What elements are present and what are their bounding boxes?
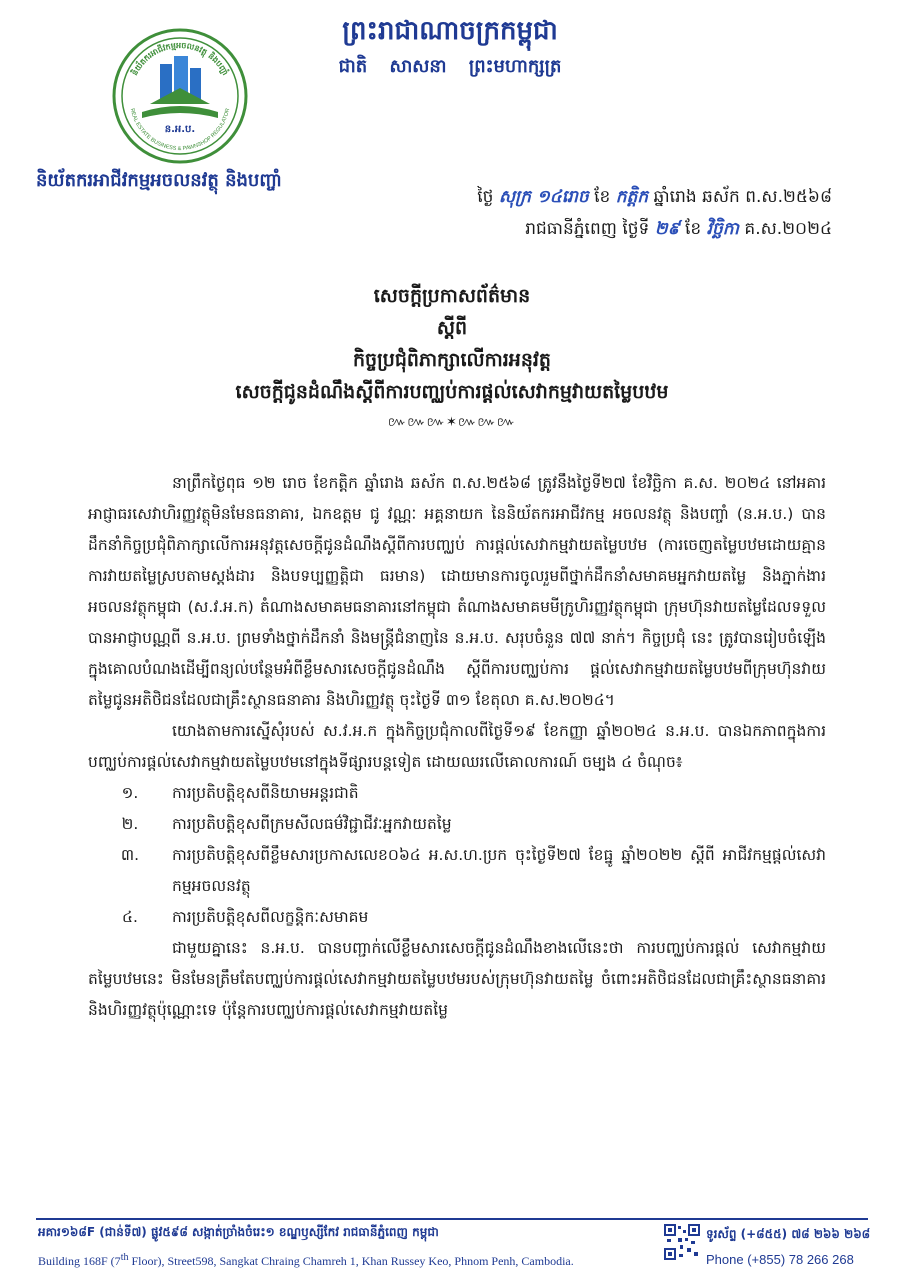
svg-text:REAL ESTATE BUSINESS & PAWNSHO: REAL ESTATE BUSINESS & PAWNSHOP REGULATOR: [128, 107, 232, 152]
list-item-number: ២.: [121, 815, 139, 833]
list-item-text: ការប្រតិបត្តិខុសពីនិយាមអន្តរជាតិ: [172, 784, 359, 802]
motto-nation: ជាតិ: [338, 56, 368, 77]
doc-subject-line2: សេចក្តីជូនដំណឹងស្តីពីការបញ្ឈប់ការផ្តល់សេវាកម្មវាយតម្លៃបឋម: [235, 381, 669, 403]
address-en-superscript: th: [120, 1252, 129, 1263]
lunar-month-handwritten: កត្តិក: [615, 187, 649, 207]
footer-phone-khmer: ទូរស័ព្ទ (+៨៥៥) ៧៨ ២៦៦ ២៦៨: [706, 1227, 871, 1241]
title-ornament: ៚៚៚✶៚៚៚: [387, 415, 517, 430]
list-item-text: ការប្រតិបត្តិខុសពីលក្ខន្តិកៈសមាគម: [172, 908, 369, 926]
lunar-date: [477, 186, 832, 211]
lunar-date-handwritten: សុក្រ ១៤រោច: [498, 187, 589, 207]
solar-date-month-label: ខែ: [685, 219, 702, 239]
lunar-date-month-label: ខែ: [594, 187, 611, 207]
list-item-number: ១.: [121, 784, 139, 802]
list-item: [88, 902, 826, 933]
national-motto: [330, 54, 570, 81]
list-item-text: ការប្រតិបត្តិខុសពីខ្លឹមសារប្រកាសលេខ០៦៤ អ.ស.ហ.ប្រក ចុះថ្ងៃទី២៧ ខែធ្នូ ឆ្នាំ២០២២ ស្តីពី អាជីវកម្មផ្តល់សេវាកម្មអចលនវត្ថុ: [172, 846, 826, 895]
paragraph-1: នាព្រឹកថ្ងៃពុធ ១២ រោច ខែកត្តិក ឆ្នាំរោង ឆស័ក ព.ស.២៥៦៨ ត្រូវនឹងថ្ងៃទី២៧ ខែវិច្ឆិកា គ.ស. ២០២៤ នៅអគារអាជ្ញាធរសេវាហិរញ្ញវត្ថុមិនមែនធនាគារ, ឯកឧត្តម ជូ វណ្ណៈ អគ្គនាយក នៃនិយ័តករអាជីវកម្ម អចលនវត្ថុ និងបញ្ចាំ (ន.អ.ប.) បានដឹកនាំកិច្ចប្រជុំពិភាក្សាលើការអនុវត្តសេចក្តីជូនដំណឹងស្តីពីការបញ្ឈប់ ការផ្តល់សេវាកម្មវាយតម្លៃបឋម (ការចេញតម្លៃបឋមដោយគ្មានការវាយតម្លៃស្របតាមស្តង់ដារ និងបទប្បញ្ញត្តិជា ធរមាន) ដោយមានការចូលរួមពីថ្នាក់ដឹកនាំសមាគមអ្នកវាយតម្លៃ និងភ្នាក់ងារអចលនវត្ថុកម្ពុជា (ស.វ.អ.ក) តំណាងសមាគមធនាគារនៅកម្ពុជា តំណាងសមាគមមីក្រូហិរញ្ញវត្ថុកម្ពុជា ក្រុមហ៊ុនវាយតម្លៃដែលទទួល បានអាជ្ញាបណ្ណពី ន.អ.ប. ព្រមទាំងថ្នាក់ដឹកនាំ និងមន្ត្រីជំនាញនៃ ន.អ.ប. សរុបចំនួន ៧៧ នាក់។ កិច្ចប្រជុំ នេះ ត្រូវបានរៀបចំឡើងក្នុងគោលបំណងដើម្បីពន្យល់បន្ថែមអំពីខ្លឹមសារសេចក្តីជូនដំណឹង ស្តីពីការបញ្ឈប់ការ ផ្តល់សេវាកម្មវាយតម្លៃបឋមពីក្រុមហ៊ុនវាយតម្លៃជូនអតិថិជនដែលជាគ្រឹះស្ថានធនាគារ និងហិរញ្ញវត្ថុ ចុះថ្ងៃទី ៣១ ខែតុលា គ.ស.២០២៤។: [88, 474, 826, 709]
motto-king: ព្រះមហាក្សត្រ: [468, 56, 562, 77]
document-body: [88, 468, 826, 1026]
doc-title: សេចក្តីប្រកាសព័ត៌មាន: [373, 285, 531, 307]
list-item-number: ៣.: [120, 846, 140, 864]
regulator-name: និយ័តករអាជីវកម្មអចលនវត្ថុ និងបញ្ចាំ: [36, 170, 282, 191]
doc-title-about: ស្តីពី: [436, 317, 468, 339]
solar-date-suffix: គ.ស.២០២៤: [744, 219, 832, 239]
list-item: [88, 840, 826, 902]
address-en-rest: Floor), Street598, Sangkat Chraing Chamreh 1, Khan Russey Keo, Phnom Penh, Cambodia.: [128, 1254, 574, 1268]
kingdom-heading: ព្រះរាជាណាចក្រកម្ពុជា: [342, 16, 558, 46]
paragraph-2: យោងតាមការស្នើសុំរបស់ ស.វ.អ.ក ក្នុងកិច្ចប្រជុំកាលពីថ្ងៃទី១៩ ខែកញ្ញា ឆ្នាំ២០២៤ ន.អ.ប. បានឯកភាពក្នុងការបញ្ឈប់ការផ្តល់សេវាកម្មវាយតម្លៃបឋមនៅក្នុងទីផ្សារបន្តទៀត ដោយឈរលើគោលការណ៍ ចម្បង ៤ ចំណុច៖: [88, 722, 826, 771]
footer-address-english: [38, 1252, 574, 1269]
list-item: [88, 809, 826, 840]
solar-day-handwritten: ២៩: [654, 219, 680, 239]
doc-subject-line1: កិច្ចប្រជុំពិភាក្សាលើការអនុវត្ត: [353, 349, 551, 371]
solar-month-handwritten: វិច្ឆិកា: [706, 219, 739, 239]
paragraph-3: ជាមួយគ្នានេះ ន.អ.ប. បានបញ្ជាក់លើខ្លឹមសារសេចក្តីជូនដំណឹងខាងលើនេះថា ការបញ្ឈប់ការផ្តល់ សេវាកម្មវាយតម្លៃបឋមនេះ មិនមែនត្រឹមតែបញ្ឈប់ការផ្តល់សេវាកម្មវាយតម្លៃបឋមរបស់ក្រុមហ៊ុនវាយតម្លៃ ចំពោះអតិថិជនដែលជាគ្រឹះស្ថានធនាគារ និងហិរញ្ញវត្ថុប៉ុណ្ណោះទេ ប៉ុន្តែការបញ្ឈប់ការផ្តល់សេវាកម្មវាយតម្លៃ: [88, 939, 826, 1019]
solar-date-prefix: រាជធានីភ្នំពេញ ថ្ងៃទី: [525, 219, 650, 239]
list-item-number: ៤.: [122, 908, 138, 926]
lunar-date-suffix: ឆ្នាំរោង ឆស័ក ព.ស.២៥៦៨: [653, 187, 832, 207]
footer-address-khmer: អគារ១៦៨F (ជាន់ទី៧) ផ្លូវ៥៩៨ សង្កាត់ច្រាំងចំរេះ១ ខណ្ឌឫស្សីកែវ រាជធានីភ្នំពេញ កម្ពុជា: [38, 1225, 439, 1239]
solar-date: [525, 218, 832, 243]
svg-text:ន.អ.ប.: ន.អ.ប.: [164, 124, 196, 135]
motto-religion: សាសនា: [389, 56, 447, 77]
list-item-text: ការប្រតិបត្តិខុសពីក្រមសីលធម៌វិជ្ជាជីវៈអ្នកវាយតម្លៃ: [172, 815, 452, 833]
qr-code-icon: [664, 1224, 700, 1260]
svg-text:និយ័តករអាជីវកម្មអចលនវត្ថុ និងប: និយ័តករអាជីវកម្មអចលនវត្ថុ និងបញ្ចាំ: [130, 40, 230, 77]
footer-divider: [36, 1218, 868, 1220]
lunar-date-prefix: ថ្ងៃ: [477, 187, 494, 207]
footer-phone-english: Phone (+855) 78 266 268: [706, 1252, 854, 1267]
list-item: [88, 778, 826, 809]
regulator-logo: [110, 26, 250, 166]
address-en-part: Building 168F (7: [38, 1254, 121, 1268]
